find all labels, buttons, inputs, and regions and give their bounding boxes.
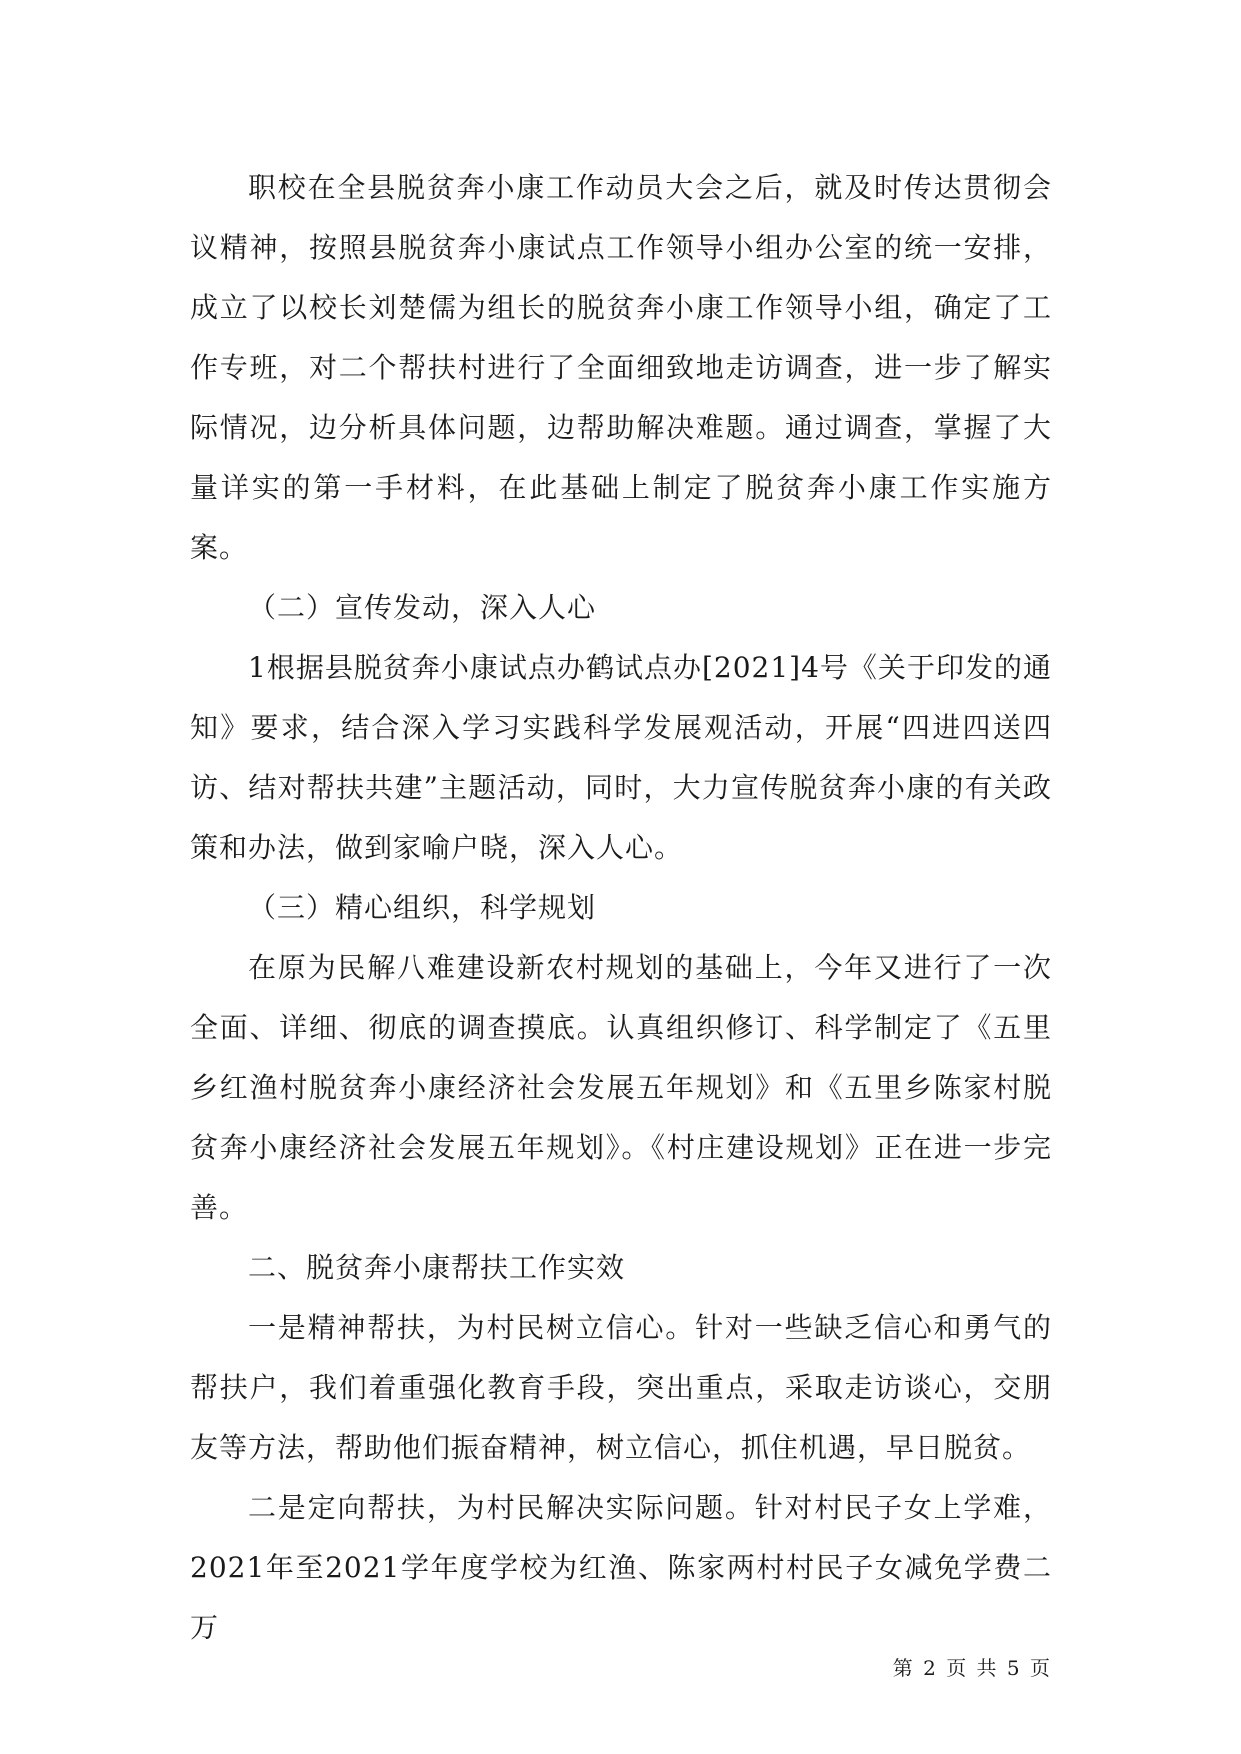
paragraph-planning: 在原为民解八难建设新农村规划的基础上，今年又进行了一次全面、详细、彻底的调查摸底。认真组织修订、科学制定了《五里乡红渔村脱贫奔小康经济社会发展五年规划》和《五里乡陈家村脱贫奔小康经济社会发展五年规划》。《村庄建设规划》正在进一步完善。	[190, 951, 1052, 1224]
page-number-footer: 第 2 页 共 5 页	[892, 1656, 1052, 1680]
section-heading-publicity: （二）宣传发动，深入人心	[248, 591, 597, 624]
section-heading-results: 二、脱贫奔小康帮扶工作实效	[248, 1251, 626, 1284]
paragraph-spiritual-support: 一是精神帮扶，为村民树立信心。针对一些缺乏信心和勇气的帮扶户，我们着重强化教育手段，突出重点，采取走访谈心，交朋友等方法，帮助他们振奋精神，树立信心，抓住机遇，早日脱贫。	[190, 1311, 1052, 1464]
paragraph-targeted-support: 二是定向帮扶，为村民解决实际问题。针对村民子女上学难，2021年至2021学年度学校为红渔、陈家两村村民子女减免学费二万	[190, 1491, 1052, 1644]
paragraph-publicity: 1根据县脱贫奔小康试点办鹤试点办[2021]4号《关于印发的通知》要求，结合深入学习实践科学发展观活动，开展“四进四送四访、结对帮扶共建”主题活动，同时，大力宣传脱贫奔小康的有关政策和办法，做到家喻户晓，深入人心。	[190, 651, 1052, 864]
section-heading-planning: （三）精心组织，科学规划	[248, 891, 597, 924]
document-body	[190, 158, 1052, 1658]
paragraph-intro: 职校在全县脱贫奔小康工作动员大会之后，就及时传达贯彻会议精神，按照县脱贫奔小康试点工作领导小组办公室的统一安排，成立了以校长刘楚儒为组长的脱贫奔小康工作领导小组，确定了工作专班，对二个帮扶村进行了全面细致地走访调查，进一步了解实际情况，边分析具体问题，边帮助解决难题。通过调查，掌握了大量详实的第一手材料，在此基础上制定了脱贫奔小康工作实施方案。	[190, 171, 1052, 564]
